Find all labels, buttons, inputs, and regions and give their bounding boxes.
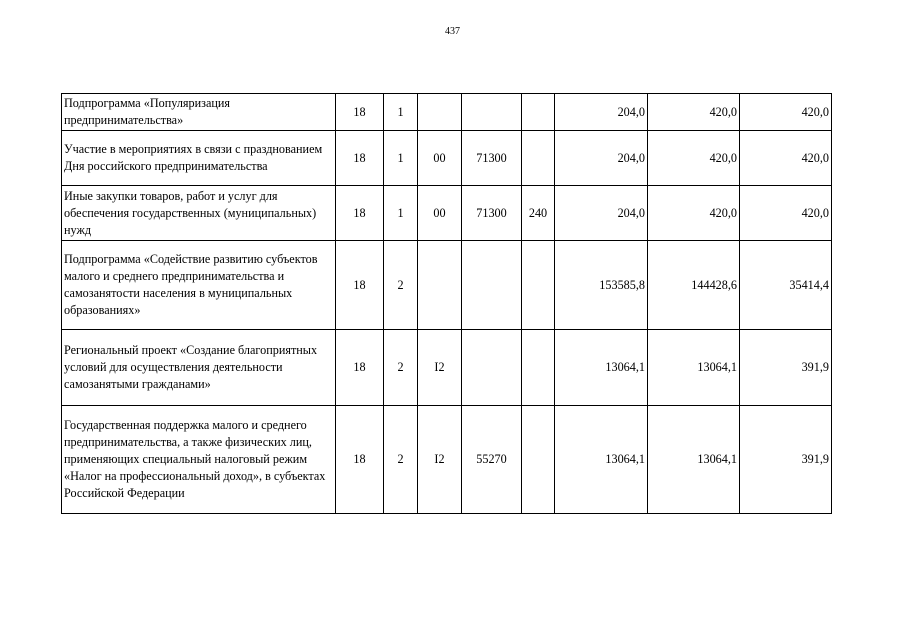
value-cell: 204,0: [555, 186, 648, 241]
row-name: Иные закупки товаров, работ и услуг для обеспечения государственных (муниципальных) нужд: [62, 186, 336, 241]
value-cell: 13064,1: [648, 330, 740, 406]
code-cell: [522, 94, 555, 131]
row-name: Участие в мероприятиях в связи с празднованием Дня российского предпринимательства: [62, 131, 336, 186]
row-name: Подпрограмма «Популяризация предпринимательства»: [62, 94, 336, 131]
value-cell: 391,9: [740, 330, 832, 406]
code-cell: 18: [336, 94, 384, 131]
code-cell: [522, 330, 555, 406]
code-cell: [418, 241, 462, 330]
table-row: [62, 186, 832, 241]
value-cell: 204,0: [555, 94, 648, 131]
code-cell: 2: [384, 241, 418, 330]
value-cell: 13064,1: [555, 330, 648, 406]
value-cell: 153585,8: [555, 241, 648, 330]
value-cell: 420,0: [648, 131, 740, 186]
code-cell: 00: [418, 186, 462, 241]
code-cell: [462, 94, 522, 131]
value-cell: 420,0: [740, 186, 832, 241]
table-row: [62, 131, 832, 186]
code-cell: I2: [418, 406, 462, 514]
code-cell: I2: [418, 330, 462, 406]
value-cell: 144428,6: [648, 241, 740, 330]
code-cell: 2: [384, 406, 418, 514]
code-cell: 18: [336, 241, 384, 330]
code-cell: 18: [336, 131, 384, 186]
page-number: 437: [445, 26, 460, 37]
value-cell: 204,0: [555, 131, 648, 186]
code-cell: 240: [522, 186, 555, 241]
budget-table: [61, 93, 832, 514]
code-cell: [418, 94, 462, 131]
value-cell: 420,0: [648, 94, 740, 131]
code-cell: 1: [384, 131, 418, 186]
code-cell: 00: [418, 131, 462, 186]
code-cell: 18: [336, 406, 384, 514]
code-cell: [522, 131, 555, 186]
value-cell: 13064,1: [555, 406, 648, 514]
row-name: Государственная поддержка малого и среднего предпринимательства, а также физических лиц, применяющих специальный налоговый режим «Налог на профессиональный доход», в субъектах Российской Федерации: [62, 406, 336, 514]
value-cell: 420,0: [648, 186, 740, 241]
table-row: [62, 330, 832, 406]
code-cell: [522, 241, 555, 330]
table-row: [62, 241, 832, 330]
row-name: Подпрограмма «Содействие развитию субъектов малого и среднего предпринимательства и самозанятости населения в муниципальных образованиях»: [62, 241, 336, 330]
value-cell: 420,0: [740, 94, 832, 131]
code-cell: 71300: [462, 186, 522, 241]
row-name: Региональный проект «Создание благоприятных условий для осуществления деятельности самозанятыми гражданами»: [62, 330, 336, 406]
value-cell: 391,9: [740, 406, 832, 514]
table-row: [62, 406, 832, 514]
code-cell: [522, 406, 555, 514]
code-cell: [462, 330, 522, 406]
value-cell: 420,0: [740, 131, 832, 186]
value-cell: 35414,4: [740, 241, 832, 330]
table-row: [62, 94, 832, 131]
code-cell: 55270: [462, 406, 522, 514]
code-cell: 2: [384, 330, 418, 406]
code-cell: 71300: [462, 131, 522, 186]
code-cell: 18: [336, 186, 384, 241]
value-cell: 13064,1: [648, 406, 740, 514]
code-cell: 18: [336, 330, 384, 406]
code-cell: 1: [384, 94, 418, 131]
code-cell: [462, 241, 522, 330]
code-cell: 1: [384, 186, 418, 241]
